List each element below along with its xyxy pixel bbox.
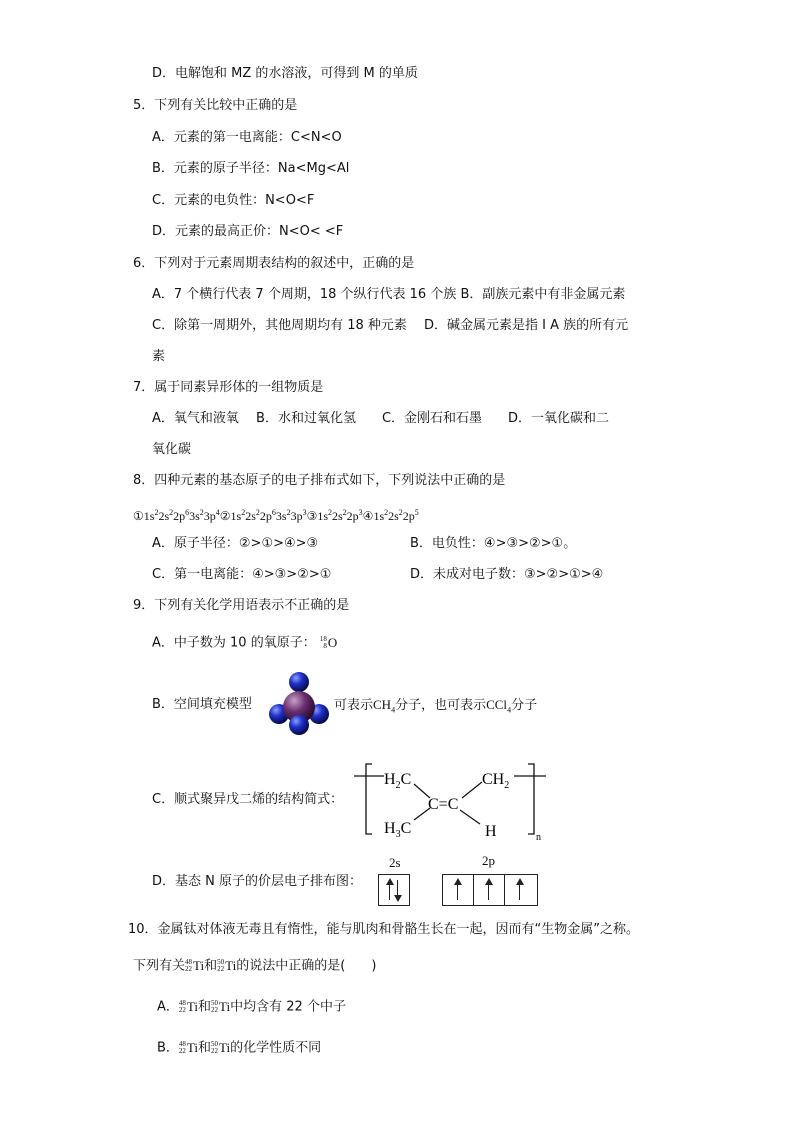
q5-option-a: A．元素的第一电离能：C<N<O <box>152 130 342 145</box>
spin-up-arrow <box>488 880 489 900</box>
ccl4-formula: CCl$_4$ <box>486 697 512 715</box>
question-8: 8．四种元素的基态原子的电子排布式如下，下列说法中正确的是 <box>133 473 506 488</box>
spin-up-arrow <box>457 880 458 900</box>
space-filling-model-image <box>268 670 330 736</box>
oxygen-isotope-symbol: 18 8 O <box>319 635 338 650</box>
h3c-group: $H_3C$ <box>384 820 412 840</box>
ch2-group: $CH_2$ <box>482 771 510 791</box>
orbital-label-2s: 2s <box>389 855 401 870</box>
q10-option-b: B． 48 22 Ti 和 50 22 Ti 的化学性质不同 <box>157 1040 322 1056</box>
config-3: $③1s^22s^22p^3$ <box>306 508 363 523</box>
q7-options-wrap: 氧化碳 <box>152 442 192 457</box>
q8-option-c: C．第一电离能：④>③>②>① <box>152 567 332 582</box>
config-1: $①1s^22s^22p^63s^23p^4$ <box>133 508 220 523</box>
question-10-line-2: 下列有关 48 22 Ti 和 50 22 Ti 的说法中正确的是( ) <box>133 958 377 974</box>
q6-options-ab: A．7 个横行代表 7 个周期，18 个纵行代表 16 个族 B．副族元素中有非金属元素 <box>152 287 626 302</box>
ch4-formula: $CH_4$ <box>373 697 396 715</box>
q5-option-b: B．元素的原子半径：Na<Mg<Al <box>152 161 350 176</box>
q8-option-b: B．电负性：④>③>②>①。 <box>410 536 577 551</box>
config-4: $④1s^22s^22p^5$ <box>362 508 419 523</box>
q4-option-d: D．电解饱和 MZ 的水溶液，可得到 M 的单质 <box>152 66 418 81</box>
q5-option-d: D．元素的最高正价：N<O< <F <box>152 224 344 239</box>
ti50-isotope-symbol: 50 22 Ti <box>217 958 237 973</box>
question-5: 5．下列有关比较中正确的是 <box>133 98 298 113</box>
h2c-group: $H_2C$ <box>384 771 412 791</box>
ti48-isotope-symbol: 48 22 Ti <box>178 999 199 1014</box>
q5-option-c: C．元素的电负性：N<O<F <box>152 193 315 208</box>
h-atom: H <box>485 823 497 840</box>
spin-up-arrow <box>389 880 390 900</box>
orbital-boxes-2p <box>442 874 538 906</box>
orbital-box-2s <box>378 874 410 906</box>
q8-electron-configurations <box>133 505 419 524</box>
q9-option-c: C．顺式聚异戊二烯的结构简式： <box>152 792 344 807</box>
double-bond-cc: C=C <box>428 796 459 813</box>
ti50-isotope-symbol: 50 22 Ti <box>211 1040 231 1055</box>
polyisoprene-structure <box>354 756 550 842</box>
repeat-n: n <box>536 832 541 842</box>
orbital-label-2p: 2p <box>482 853 495 868</box>
spin-up-arrow <box>519 880 520 900</box>
q9-option-d: D．基态 N 原子的价层电子排布图： <box>152 874 362 889</box>
ti50-isotope-symbol: 50 22 Ti <box>211 999 231 1014</box>
ti48-isotope-symbol: 48 22 Ti <box>185 958 205 973</box>
q9-option-b-text: 可表示$CH_4$分子，也可表示CCl$_4$分子 <box>334 697 538 715</box>
question-10: 10．金属钛对体液无毒且有惰性，能与肌肉和骨骼生长在一起，因而有“生物金属”之称。 <box>128 922 640 937</box>
ti48-isotope-symbol: 48 22 Ti <box>178 1040 199 1055</box>
question-9: 9．下列有关化学用语表示不正确的是 <box>133 598 350 613</box>
question-7: 7．属于同素异形体的一组物质是 <box>133 380 324 395</box>
q9-option-b-label: B．空间填充模型 <box>152 697 252 712</box>
q10-option-a: A． 48 22 Ti 和 50 22 Ti 中均含有 22 个中子 <box>157 999 346 1015</box>
q6-options-cd: C．除第一周期外，其他周期均有 18 种元素 D．碱金属元素是指 I A 族的所有元 <box>152 318 629 333</box>
question-6: 6．下列对于元素周期表结构的叙述中，正确的是 <box>133 256 415 271</box>
q9-option-a: A．中子数为 10 的氧原子： 18 8 O <box>152 635 338 651</box>
q6-options-cd-wrap: 素 <box>152 349 166 364</box>
q7-options: A．氧气和液氧 B．水和过氧化氢 C．金刚石和石墨 D．一氧化碳和二 <box>152 411 610 426</box>
q8-option-d: D．未成对电子数：③>②>①>④ <box>410 567 604 582</box>
spin-down-arrow <box>397 880 398 900</box>
config-2: $②1s^22s^22p^63s^23p^3$ <box>219 508 307 523</box>
q8-option-a: A．原子半径：②>①>④>③ <box>152 536 319 551</box>
